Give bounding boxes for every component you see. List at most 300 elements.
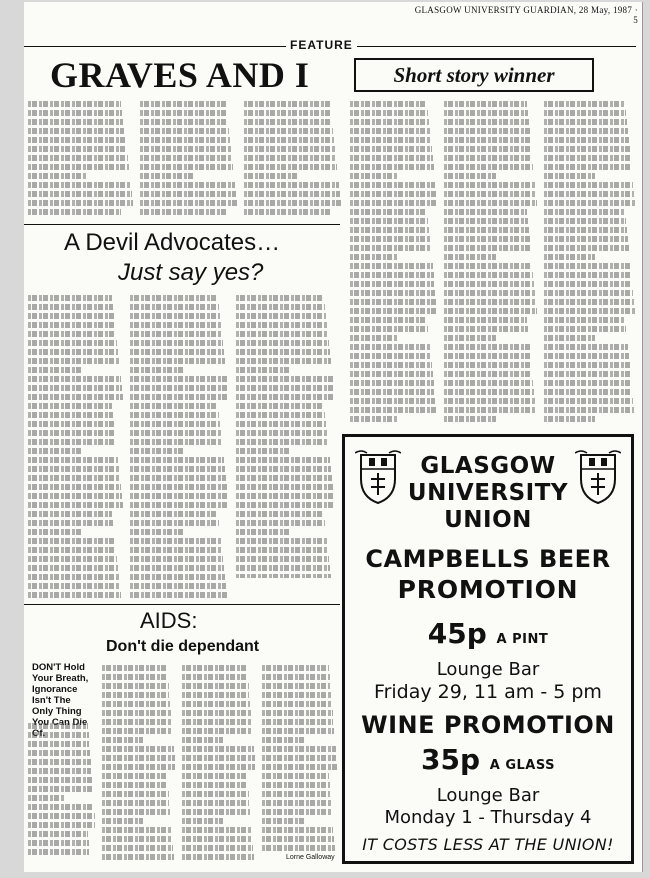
text-line xyxy=(350,101,427,107)
text-line xyxy=(28,822,95,828)
aids-body-col2 xyxy=(102,662,176,860)
text-line xyxy=(236,565,330,571)
text-line xyxy=(236,322,327,328)
text-line xyxy=(244,164,337,170)
text-line xyxy=(350,164,434,170)
text-line xyxy=(262,746,336,752)
text-line xyxy=(28,831,88,837)
text-line xyxy=(544,326,626,332)
text-line xyxy=(236,475,332,481)
aids-header xyxy=(24,608,336,662)
text-line xyxy=(28,164,129,170)
text-line xyxy=(102,701,170,707)
text-line xyxy=(350,389,434,395)
text-line xyxy=(350,308,437,314)
text-line xyxy=(182,818,223,824)
text-line xyxy=(28,119,123,125)
devil-headline-line2: Just say yes? xyxy=(118,259,264,286)
text-line xyxy=(130,466,225,472)
text-line xyxy=(262,665,329,671)
text-line xyxy=(444,326,528,332)
text-line xyxy=(350,263,433,269)
text-line xyxy=(102,692,169,698)
text-line xyxy=(544,155,630,161)
text-line xyxy=(544,407,634,413)
text-line xyxy=(182,728,252,734)
text-line xyxy=(102,737,143,743)
text-line xyxy=(28,723,88,729)
text-line xyxy=(236,403,324,409)
text-line xyxy=(444,200,537,206)
text-line xyxy=(102,827,172,833)
text-line xyxy=(28,439,116,445)
union-name-line2: UNIVERSITY xyxy=(407,480,569,506)
text-line xyxy=(350,272,434,278)
beer-price-unit: A PINT xyxy=(496,632,549,647)
text-line xyxy=(236,304,325,310)
text-line xyxy=(182,845,253,851)
text-line xyxy=(350,155,433,161)
text-line xyxy=(544,299,634,305)
aids-body-col4 xyxy=(262,662,338,854)
text-line xyxy=(182,773,247,779)
text-line xyxy=(102,683,169,689)
text-line xyxy=(28,403,112,409)
text-line xyxy=(350,398,435,404)
text-line xyxy=(130,385,228,391)
text-line xyxy=(444,371,532,377)
text-line xyxy=(244,101,330,107)
text-line xyxy=(140,146,231,152)
text-line xyxy=(544,281,632,287)
text-line xyxy=(236,385,334,391)
text-line xyxy=(182,836,252,842)
text-line xyxy=(262,782,330,788)
text-line xyxy=(350,344,430,350)
text-line xyxy=(262,728,334,734)
text-line xyxy=(544,389,632,395)
text-line xyxy=(102,818,143,824)
text-line xyxy=(444,416,496,422)
text-line xyxy=(28,466,119,472)
text-line xyxy=(262,737,304,743)
text-line xyxy=(130,403,218,409)
text-line xyxy=(244,182,339,188)
text-line xyxy=(182,737,223,743)
text-line xyxy=(244,191,340,197)
text-line xyxy=(140,101,226,107)
text-line xyxy=(28,574,119,580)
wine-venue: Lounge Bar xyxy=(436,785,540,806)
text-line xyxy=(28,484,121,490)
text-line xyxy=(262,809,332,815)
text-line xyxy=(28,475,120,481)
text-line xyxy=(236,295,324,301)
union-name-line1: GLASGOW xyxy=(420,453,556,479)
text-line xyxy=(444,362,531,368)
text-line xyxy=(182,665,247,671)
text-line xyxy=(544,200,635,206)
text-line xyxy=(350,218,428,224)
text-line xyxy=(444,308,537,314)
text-line xyxy=(28,786,93,792)
text-line xyxy=(444,344,530,350)
text-line xyxy=(236,493,334,499)
divider-rule xyxy=(24,224,340,225)
devil-body-col1 xyxy=(28,292,124,598)
text-line xyxy=(244,209,330,215)
text-line xyxy=(28,538,115,544)
text-line xyxy=(350,146,432,152)
text-line xyxy=(544,344,628,350)
text-line xyxy=(262,800,331,806)
text-line xyxy=(544,290,633,296)
text-line xyxy=(350,119,429,125)
text-line xyxy=(182,827,252,833)
text-line xyxy=(140,164,233,170)
beer-heading: CAMPBELLS BEER xyxy=(365,545,611,573)
text-line xyxy=(130,484,227,490)
text-line xyxy=(544,272,631,278)
text-line xyxy=(262,710,333,716)
text-line xyxy=(444,380,533,386)
aids-byline: Lorne Galloway xyxy=(286,854,335,861)
text-line xyxy=(262,692,331,698)
devil-body-col2 xyxy=(130,292,230,598)
text-line xyxy=(140,137,230,143)
aids-headline: AIDS: xyxy=(140,608,198,633)
text-line xyxy=(444,155,532,161)
text-line xyxy=(350,191,436,197)
text-line xyxy=(262,719,333,725)
text-line xyxy=(182,782,248,788)
text-line xyxy=(140,209,226,215)
text-line xyxy=(244,146,335,152)
text-line xyxy=(102,674,168,680)
text-line xyxy=(182,755,255,761)
wine-price-unit: A GLASS xyxy=(489,758,555,773)
text-line xyxy=(544,236,628,242)
text-line xyxy=(544,101,625,107)
text-line xyxy=(182,719,252,725)
wine-price-value: 35p xyxy=(420,743,480,776)
text-line xyxy=(182,809,250,815)
text-line xyxy=(28,777,92,783)
union-crest-icon xyxy=(575,449,621,505)
text-line xyxy=(28,520,113,526)
text-line xyxy=(444,209,527,215)
text-line xyxy=(140,200,237,206)
text-line xyxy=(544,128,628,134)
wine-heading: WINE PROMOTION xyxy=(361,711,615,739)
text-line xyxy=(444,254,496,260)
text-line xyxy=(444,398,535,404)
text-line xyxy=(28,795,65,801)
text-line xyxy=(28,430,115,436)
text-line xyxy=(102,773,167,779)
text-line xyxy=(130,538,221,544)
text-line xyxy=(182,692,249,698)
text-line xyxy=(130,574,225,580)
text-line xyxy=(28,349,118,355)
text-line xyxy=(544,380,631,386)
text-line xyxy=(28,448,81,454)
text-line xyxy=(102,764,175,770)
text-line xyxy=(444,128,530,134)
text-line xyxy=(244,110,331,116)
text-line xyxy=(444,236,530,242)
aids-body-col3 xyxy=(182,662,256,860)
text-line xyxy=(244,128,333,134)
text-line xyxy=(130,313,220,319)
text-line xyxy=(102,836,172,842)
text-line xyxy=(28,173,86,179)
text-line xyxy=(262,836,334,842)
text-line xyxy=(244,137,334,143)
text-line xyxy=(182,854,254,860)
text-line xyxy=(102,800,169,806)
text-line xyxy=(544,137,629,143)
text-line xyxy=(182,764,255,770)
text-line xyxy=(28,331,116,337)
text-line xyxy=(28,502,123,508)
text-line xyxy=(182,701,250,707)
text-line xyxy=(130,565,224,571)
text-line xyxy=(130,592,227,598)
text-line xyxy=(444,335,496,341)
text-line xyxy=(236,538,327,544)
text-line xyxy=(102,746,174,752)
text-line xyxy=(28,421,114,427)
beer-venue: Lounge Bar xyxy=(436,659,540,680)
text-line xyxy=(130,304,219,310)
text-line xyxy=(544,263,630,269)
text-line xyxy=(444,281,534,287)
text-line xyxy=(28,367,81,373)
text-line xyxy=(444,119,529,125)
text-line xyxy=(350,416,398,422)
text-line xyxy=(28,556,117,562)
divider-rule xyxy=(24,604,340,605)
text-line xyxy=(130,376,227,382)
text-line xyxy=(130,349,224,355)
text-line xyxy=(182,791,249,797)
text-line xyxy=(350,290,435,296)
aids-lede: DON'T Hold Your Breath, Ignorance Isn't The Only Thing You Can Die Of. xyxy=(32,662,89,739)
text-line xyxy=(28,565,118,571)
text-line xyxy=(28,304,113,310)
text-line xyxy=(130,448,185,454)
text-line xyxy=(236,439,328,445)
text-line xyxy=(444,218,528,224)
text-line xyxy=(140,191,236,197)
text-line xyxy=(130,529,185,535)
text-line xyxy=(444,389,534,395)
text-line xyxy=(236,520,325,526)
text-line xyxy=(350,182,435,188)
text-line xyxy=(262,674,330,680)
short-story-col1 xyxy=(350,98,438,424)
text-line xyxy=(444,317,527,323)
text-line xyxy=(28,750,90,756)
text-line xyxy=(130,547,222,553)
text-line xyxy=(350,200,437,206)
text-line xyxy=(130,520,219,526)
text-line xyxy=(236,547,328,553)
text-line xyxy=(28,200,133,206)
text-line xyxy=(444,272,533,278)
text-line xyxy=(236,358,331,364)
text-line xyxy=(140,173,194,179)
text-line xyxy=(350,326,428,332)
text-line xyxy=(28,732,89,738)
text-line xyxy=(544,164,631,170)
text-line xyxy=(236,556,329,562)
text-line xyxy=(244,173,298,179)
text-line xyxy=(28,358,119,364)
text-line xyxy=(544,416,595,422)
text-line xyxy=(130,412,219,418)
text-line xyxy=(182,683,249,689)
text-line xyxy=(262,818,304,824)
text-line xyxy=(444,182,535,188)
text-line xyxy=(182,710,251,716)
graves-body-col3 xyxy=(244,98,342,220)
graves-body-col1 xyxy=(28,98,134,220)
text-line xyxy=(28,146,127,152)
text-line xyxy=(28,493,122,499)
text-line xyxy=(350,281,434,287)
text-line xyxy=(244,119,332,125)
short-story-col3 xyxy=(544,98,636,424)
text-line xyxy=(130,457,224,463)
text-line xyxy=(102,719,172,725)
text-line xyxy=(130,331,222,337)
text-line xyxy=(236,367,291,373)
text-line xyxy=(28,529,81,535)
text-line xyxy=(28,128,124,134)
text-line xyxy=(544,353,629,359)
text-line xyxy=(236,457,330,463)
devil-headline xyxy=(64,228,334,288)
masthead: GLASGOW UNIVERSITY GUARDIAN, 28 May, 1987 · 5 xyxy=(414,5,638,25)
text-line xyxy=(28,313,114,319)
text-line xyxy=(350,236,430,242)
text-line xyxy=(28,191,132,197)
text-line xyxy=(28,295,112,301)
text-line xyxy=(244,155,336,161)
text-line xyxy=(130,295,218,301)
text-line xyxy=(102,710,171,716)
text-line xyxy=(262,791,330,797)
text-line xyxy=(28,137,126,143)
text-line xyxy=(544,371,630,377)
graves-headline: GRAVES AND I xyxy=(50,55,310,95)
text-line xyxy=(544,398,633,404)
text-line xyxy=(444,110,528,116)
text-line xyxy=(350,362,432,368)
text-line xyxy=(350,173,398,179)
text-line xyxy=(444,101,527,107)
text-line xyxy=(28,340,117,346)
text-line xyxy=(444,299,536,305)
text-line xyxy=(262,773,329,779)
text-line xyxy=(140,182,235,188)
text-line xyxy=(28,511,112,517)
text-line xyxy=(130,583,226,589)
text-line xyxy=(544,110,626,116)
text-line xyxy=(28,804,94,810)
text-line xyxy=(350,335,398,341)
text-line xyxy=(130,502,229,508)
text-line xyxy=(544,146,630,152)
text-line xyxy=(130,556,223,562)
text-line xyxy=(544,227,627,233)
text-line xyxy=(544,254,595,260)
text-line xyxy=(130,322,221,328)
aids-subhead: Don't die dependant xyxy=(106,638,260,655)
text-line xyxy=(140,155,232,161)
text-line xyxy=(236,511,324,517)
text-line xyxy=(236,412,325,418)
text-line xyxy=(544,173,595,179)
union-name-line3: UNION xyxy=(444,507,532,533)
text-line xyxy=(28,101,121,107)
newspaper-page xyxy=(24,2,643,872)
text-line xyxy=(236,574,331,578)
graves-body-col2 xyxy=(140,98,238,220)
text-line xyxy=(350,245,431,251)
text-line xyxy=(130,475,226,481)
text-line xyxy=(350,227,429,233)
text-line xyxy=(262,701,332,707)
text-line xyxy=(544,209,625,215)
text-line xyxy=(102,728,172,734)
text-line xyxy=(350,254,398,260)
union-name xyxy=(403,453,573,534)
text-line xyxy=(236,421,326,427)
beer-dates: Friday 29, 11 am - 5 pm xyxy=(374,681,602,703)
text-line xyxy=(130,511,218,517)
text-line xyxy=(130,340,223,346)
text-line xyxy=(28,376,121,382)
text-line xyxy=(544,218,626,224)
text-line xyxy=(102,845,173,851)
text-line xyxy=(28,457,118,463)
text-line xyxy=(350,353,431,359)
text-line xyxy=(236,529,291,535)
text-line xyxy=(244,200,341,206)
devil-headline-line1: A Devil Advocates… xyxy=(64,229,281,256)
text-line xyxy=(444,191,536,197)
text-line xyxy=(102,665,167,671)
text-line xyxy=(28,741,89,747)
text-line xyxy=(262,755,336,761)
text-line xyxy=(28,182,131,188)
text-line xyxy=(444,137,530,143)
text-line xyxy=(28,759,91,765)
text-line xyxy=(236,394,335,400)
text-line xyxy=(350,371,433,377)
beer-price-value: 45p xyxy=(427,617,487,650)
text-line xyxy=(28,849,89,855)
text-line xyxy=(350,209,427,215)
text-line xyxy=(544,119,627,125)
text-line xyxy=(236,331,328,337)
text-line xyxy=(236,502,335,508)
text-line xyxy=(28,583,120,589)
text-line xyxy=(102,854,174,860)
